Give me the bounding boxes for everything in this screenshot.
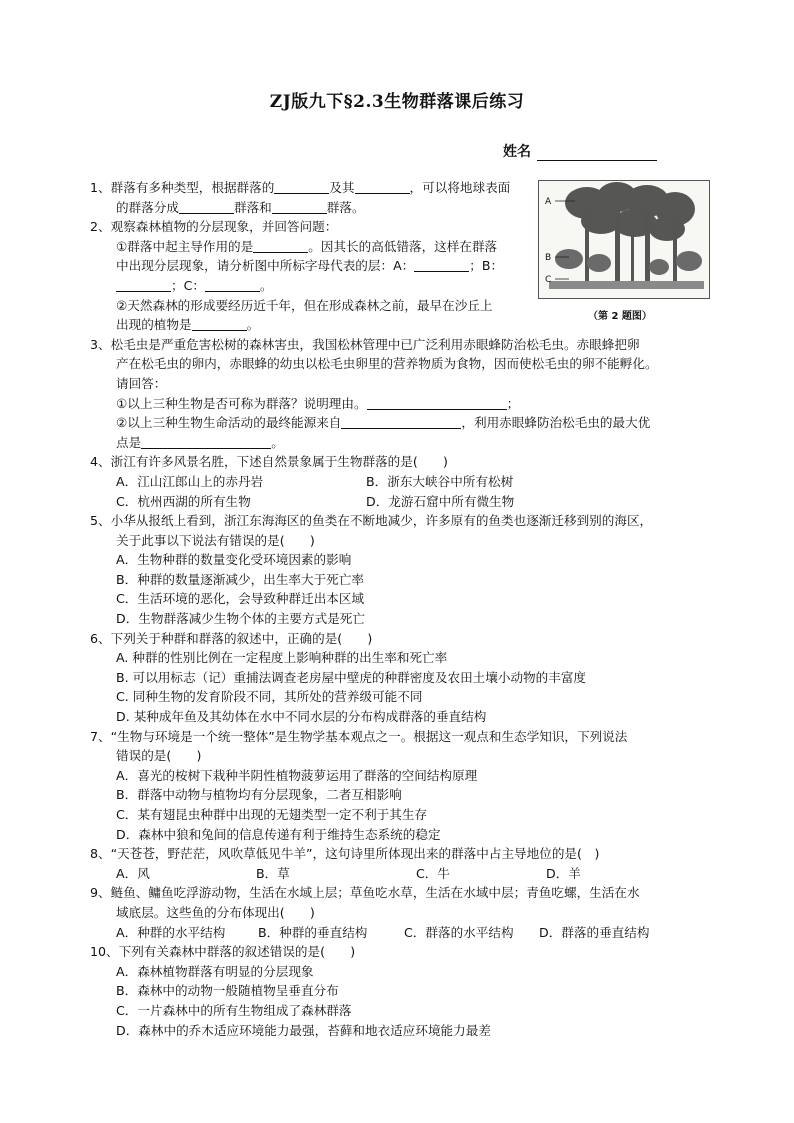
q5-option-c[interactable]: C．生活环境的恶化，会导致种群迁出本区域 <box>116 591 365 607</box>
q4-stem: 4、浙江有许多风景名胜，下述自然景象属于生物群落的是( ) <box>90 454 448 470</box>
q3-stem-line1: 3、松毛虫是严重危害松树的森林害虫，我国松林管理中已广泛利用赤眼蜂防治松毛虫。赤眼蜂把卵 <box>90 336 640 352</box>
q2-sub1-line2: 中出现分层现象，请分析图中所标字母代表的层：A： ；B： <box>116 258 504 274</box>
q8-option-b[interactable]: B．草 <box>256 865 290 881</box>
q7-stem-line1: 7、“生物与环境是一个统一整体”是生物学基本观点之一。根据这一观点和生态学知识，下列说法 <box>90 728 628 744</box>
q2-blank-b[interactable] <box>116 278 171 292</box>
q2-blank-c[interactable] <box>205 278 260 292</box>
q3-blank-1[interactable] <box>367 396 507 410</box>
q1-line2: 的群落分成 群落和 群落。 <box>116 199 365 215</box>
q2-sub1-line1: ①群落中起主导作用的是 。因其长的高低错落，这样在群落 <box>116 238 498 254</box>
q1-blank-1[interactable] <box>274 180 329 194</box>
q10-option-b[interactable]: B．森林中的动物一般随植物呈垂直分布 <box>116 983 339 999</box>
q1-blank-3[interactable] <box>179 200 234 214</box>
q9-stem-line2: 域底层。这些鱼的分布体现出( ) <box>116 904 315 920</box>
q7-stem-line2: 错误的是( ) <box>116 748 202 764</box>
q7-option-b[interactable]: B．群落中动物与植物均有分层现象，二者互相影响 <box>116 787 402 803</box>
q8-stem: 8、“天苍苍，野茫茫，风吹草低见牛羊”，这句诗里所体现出来的群落中占主导地位的是( ) <box>90 846 600 862</box>
q3-stem-line2: 产在松毛虫的卵内，赤眼蜂的幼虫以松毛虫卵里的营养物质为食物，因而使松毛虫的卵不能孵化。 <box>116 356 658 372</box>
page-title: ZJ版九下§2.3生物群落课后练习 <box>269 92 525 112</box>
question-list <box>90 178 715 1040</box>
figure-label-c: C <box>545 275 552 285</box>
q2-stem: 2、观察森林植物的分层现象，并回答问题： <box>90 219 338 235</box>
q2-blank-a[interactable] <box>414 258 469 272</box>
q6-option-b[interactable]: B. 可以用标志（记）重捕法调查老房屋中壁虎的种群密度及农田土壤小动物的丰富度 <box>116 669 587 685</box>
q4-options-row1 <box>90 472 715 492</box>
name-label: 姓名 <box>503 144 531 160</box>
q6-option-a[interactable]: A. 种群的性别比例在一定程度上影响种群的出生率和死亡率 <box>116 650 448 666</box>
q4-option-c[interactable]: C．杭州西湖的所有生物 <box>116 493 251 509</box>
q2-sub2-line2: 出现的植物是 。 <box>116 317 260 333</box>
q3-blank-3[interactable] <box>141 435 271 449</box>
q9-option-a[interactable]: A．种群的水平结构 <box>116 924 226 940</box>
q8-options <box>90 864 715 884</box>
q9-stem-line1: 9、鲢鱼、鳙鱼吃浮游动物，生活在水域上层；草鱼吃水草，生活在水域中层；青鱼吃螺，生活在水 <box>90 885 640 901</box>
name-blank[interactable] <box>537 146 657 161</box>
q10-option-d[interactable]: D．森林中的乔木适应环境能力最强，苔藓和地衣适应环境能力最差 <box>116 1022 491 1038</box>
q8-option-d[interactable]: D．羊 <box>546 865 581 881</box>
q1-line1: 1、群落有多种类型，根据群落的 及其 ，可以将地球表面 <box>90 180 511 195</box>
q8-option-c[interactable]: C．牛 <box>416 865 450 881</box>
q3-sub1: ①以上三种生物是否可称为群落？说明理由。 ； <box>116 395 520 411</box>
q2-blank-2[interactable] <box>192 317 247 331</box>
q4-option-d[interactable]: D．龙游石窟中所有微生物 <box>366 493 515 509</box>
figure-caption: （第 2 题图） <box>588 311 652 322</box>
q7-option-c[interactable]: C．某有翅昆虫种群中出现的无翅类型一定不利于其生存 <box>116 807 428 822</box>
q5-option-d[interactable]: D．生物群落减少生物个体的主要方式是死亡 <box>116 611 365 627</box>
q1-blank-4[interactable] <box>272 200 327 214</box>
q3-blank-2[interactable] <box>341 415 461 429</box>
q7-option-d[interactable]: D．森林中狼和兔间的信息传递有利于维持生态系统的稳定 <box>116 826 441 842</box>
figure-label-b: B <box>545 253 552 263</box>
q1-blank-2[interactable] <box>355 180 410 194</box>
q8-option-a[interactable]: A．风 <box>116 865 150 881</box>
q2-sub2-line1: ②天然森林的形成要经历近千年，但在形成森林之前，最早在沙丘上 <box>116 297 493 313</box>
q10-stem: 10、下列有关森林中群落的叙述错误的是( ) <box>90 944 356 960</box>
q9-option-b[interactable]: B．种群的垂直结构 <box>258 924 368 940</box>
q5-option-b[interactable]: B．种群的数量逐渐减少，出生率大于死亡率 <box>116 571 364 587</box>
q9-options <box>90 923 715 943</box>
q7-option-a[interactable]: A．喜光的桉树下栽种半阴性植物菠萝运用了群落的空间结构原理 <box>116 767 478 783</box>
q10-option-a[interactable]: A．森林植物群落有明显的分层现象 <box>116 963 314 979</box>
q2-blank-1[interactable] <box>253 239 308 253</box>
q10-option-c[interactable]: C．一片森林中的所有生物组成了森林群落 <box>116 1002 352 1018</box>
q6-option-c[interactable]: C. 同种生物的发育阶段不同，其所处的营养级可能不同 <box>116 689 423 705</box>
q4-options-row2 <box>90 492 715 512</box>
q6-stem: 6、下列关于种群和群落的叙述中，正确的是( ) <box>90 630 373 646</box>
q4-option-b[interactable]: B．浙东大峡谷中所有松树 <box>366 473 514 489</box>
q9-option-d[interactable]: D．群落的垂直结构 <box>539 924 650 940</box>
q5-stem-line2: 关于此事以下说法有错误的是( ) <box>116 532 315 548</box>
q4-option-a[interactable]: A．江山江郎山上的赤丹岩 <box>116 473 264 489</box>
figure-label-a: A <box>545 197 552 207</box>
q2-sub1-line3: ；C： 。 <box>90 276 715 296</box>
q3-stem-line3: 请回答： <box>116 375 167 391</box>
q9-option-c[interactable]: C．群落的水平结构 <box>404 924 514 940</box>
q3-sub2-line1: ②以上三种生物生命活动的最终能源来自 ，利用赤眼蜂防治松毛虫的最大优 <box>116 415 651 431</box>
q6-option-d[interactable]: D. 某种成年鱼及其幼体在水中不同水层的分布构成群落的垂直结构 <box>116 709 487 725</box>
q5-option-a[interactable]: A．生物种群的数量变化受环境因素的影响 <box>116 552 352 568</box>
q5-stem-line1: 5、小华从报纸上看到，浙江东海海区的鱼类在不断地减少，许多原有的鱼类也逐渐迁移到别的海区， <box>90 513 653 529</box>
student-name-field <box>503 141 657 161</box>
q3-sub2-line2: 点是 。 <box>116 434 284 450</box>
